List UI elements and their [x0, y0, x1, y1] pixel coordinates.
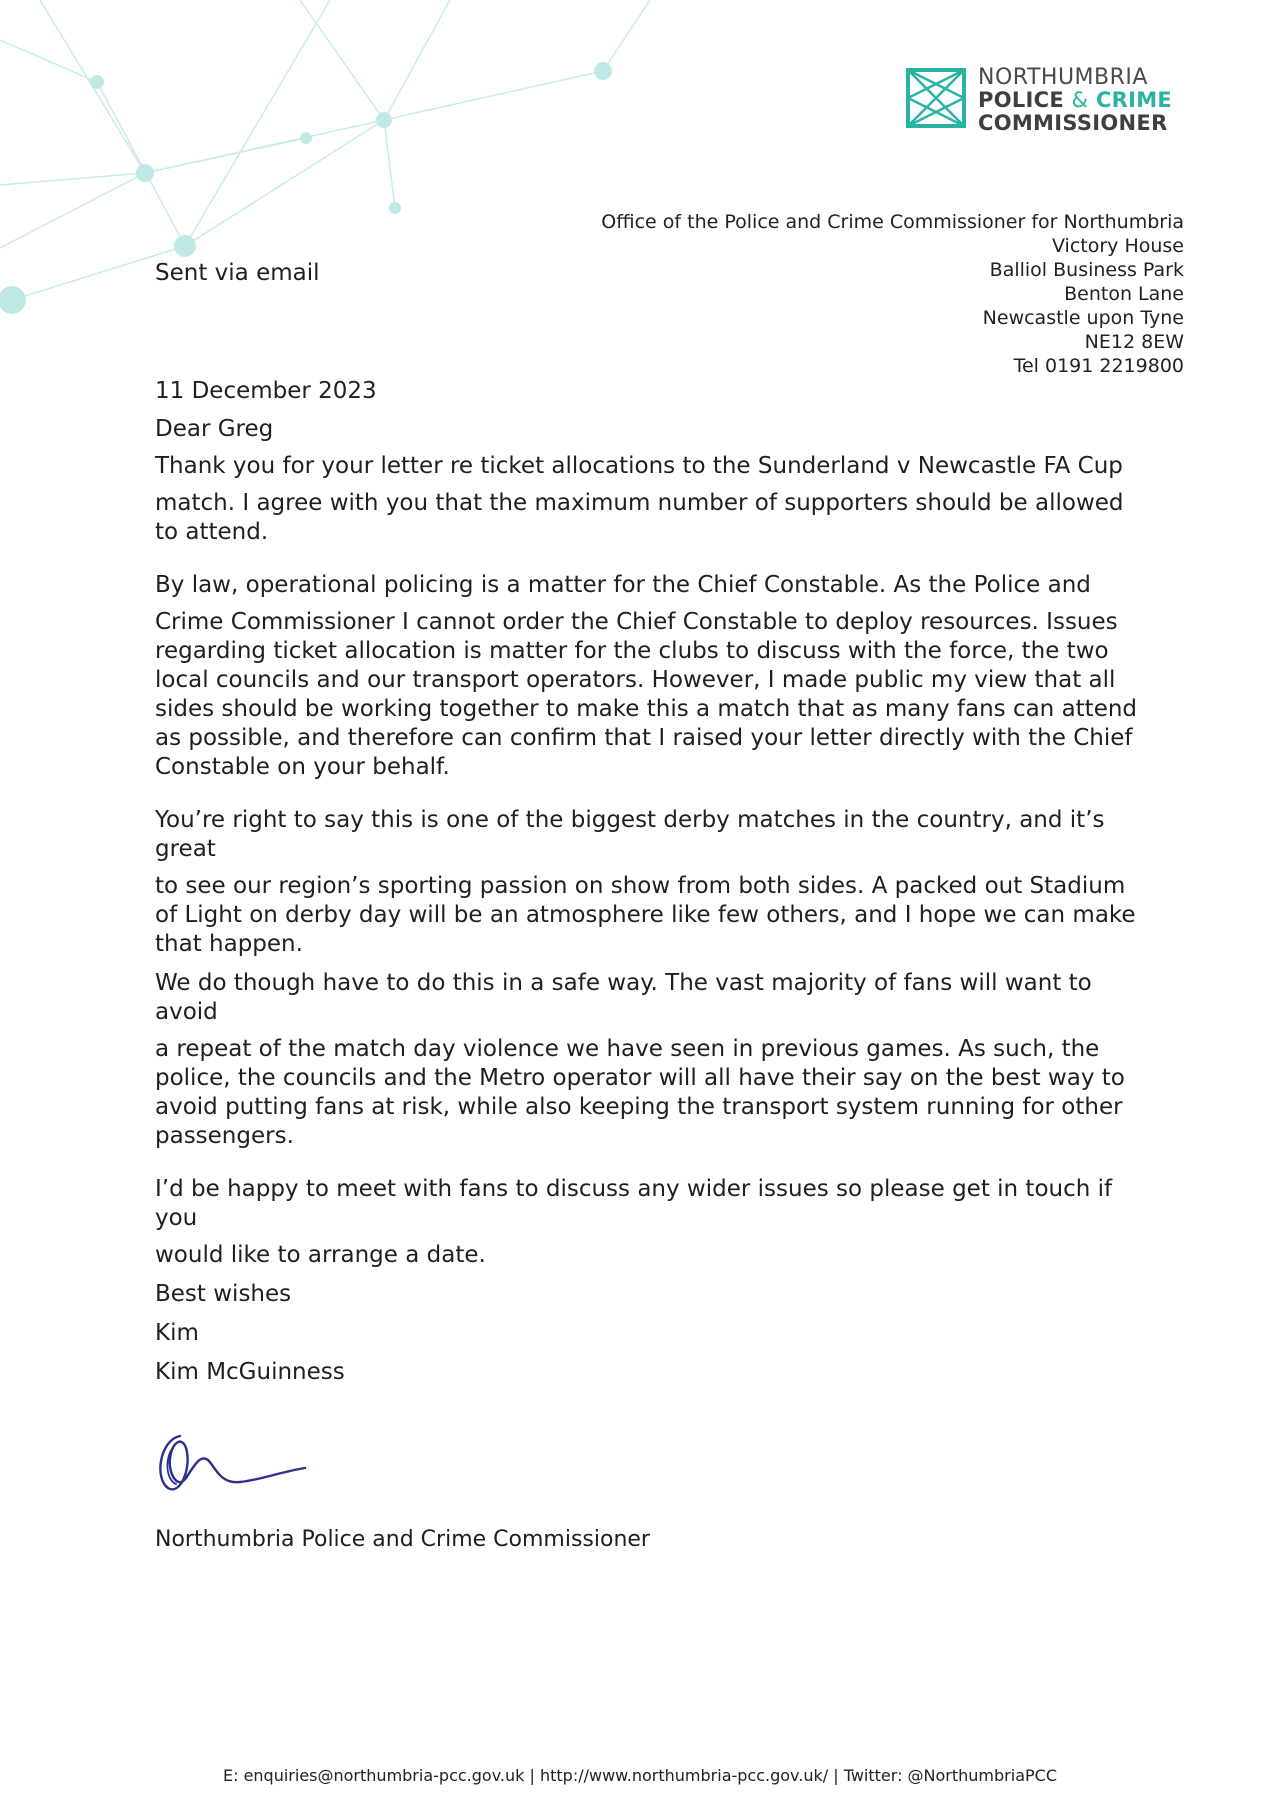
paragraph-rest: Crime Commissioner I cannot order the Chief Constable to deploy resources. Issues regarding ticket allocation is matter for the clubs to discuss with the force, the two local councils and our transport operators. However, I made public my view that all sides should be working together to make this a match that as many fans can attend as possible, and therefore can confirm that I raised your letter directly with the Chief Constable on your behalf. [155, 609, 1138, 780]
sender-full-name: Kim McGuinness [155, 1359, 345, 1385]
paragraph-first-line: You’re right to say this is one of the biggest derby matches in the country, and it’s great [155, 807, 1105, 862]
signatory-title: Northumbria Police and Crime Commissioner [155, 1527, 650, 1552]
paragraph [155, 452, 1145, 547]
letter-body [155, 452, 1145, 1387]
paragraph-rest: match. I agree with you that the maximum number of supporters should be allowed to attend. [155, 490, 1124, 545]
address-line: Tel 0191 2219800 [1013, 355, 1184, 377]
paragraph-first-line: By law, operational policing is a matter for the Chief Constable. As the Police and [155, 572, 1091, 598]
paragraph-rest: to see our region’s sporting passion on show from both sides. A packed out Stadium of Light on derby day will be an atmosphere like few others, and I hope we can make that happen. [155, 873, 1136, 957]
paragraph [155, 1175, 1145, 1270]
sender-first-name: Kim [155, 1320, 199, 1346]
logo-line-3: COMMISSIONER [978, 111, 1168, 135]
sign-off: Best wishes [155, 1281, 292, 1307]
network-decoration [0, 0, 700, 340]
address-line: NE12 8EW [1084, 331, 1184, 353]
logo-police: POLICE [978, 88, 1064, 112]
logo-ampersand: & [1071, 88, 1089, 112]
pcc-logo [906, 64, 1176, 136]
logo-text [978, 66, 1172, 135]
logo-line-1: NORTHUMBRIA [978, 65, 1148, 90]
address-line: Office of the Police and Crime Commissioner for Northumbria [601, 211, 1184, 233]
paragraph-first-line: I’d be happy to meet with fans to discuss any wider issues so please get in touch if you [155, 1176, 1113, 1231]
paragraph-first-line: Thank you for your letter re ticket allocations to the Sunderland v Newcastle FA Cup [155, 453, 1123, 479]
paragraph-rest: would like to arrange a date. [155, 1242, 486, 1268]
logo-line-2 [978, 89, 1172, 112]
paragraph-first-line: We do though have to do this in a safe way. The vast majority of fans will want to avoid [155, 970, 1092, 1025]
delivery-method: Sent via email [155, 260, 320, 286]
letter-date: 11 December 2023 [155, 378, 377, 404]
address-line: Benton Lane [1064, 283, 1184, 305]
sender-address [601, 210, 1184, 378]
paragraph [155, 571, 1145, 782]
paragraph [155, 969, 1145, 1151]
address-line: Newcastle upon Tyne [982, 307, 1184, 329]
salutation: Dear Greg [155, 416, 274, 442]
logo-crime: CRIME [1095, 88, 1173, 112]
logo-mark-icon [906, 68, 966, 128]
paragraph [155, 806, 1145, 959]
footer-contact: E: enquiries@northumbria-pcc.gov.uk | http://www.northumbria-pcc.gov.uk/ | Twitter: @NorthumbriaPCC [222, 1766, 1057, 1785]
address-line: Balliol Business Park [989, 259, 1184, 281]
address-line: Victory House [1051, 235, 1184, 257]
paragraph-rest: a repeat of the match day violence we have seen in previous games. As such, the police, the councils and the Metro operator will all have their say on the best way to avoid putting fans at risk, while also keeping the transport system running for other passengers. [155, 1036, 1125, 1149]
handwritten-signature [150, 1428, 320, 1498]
